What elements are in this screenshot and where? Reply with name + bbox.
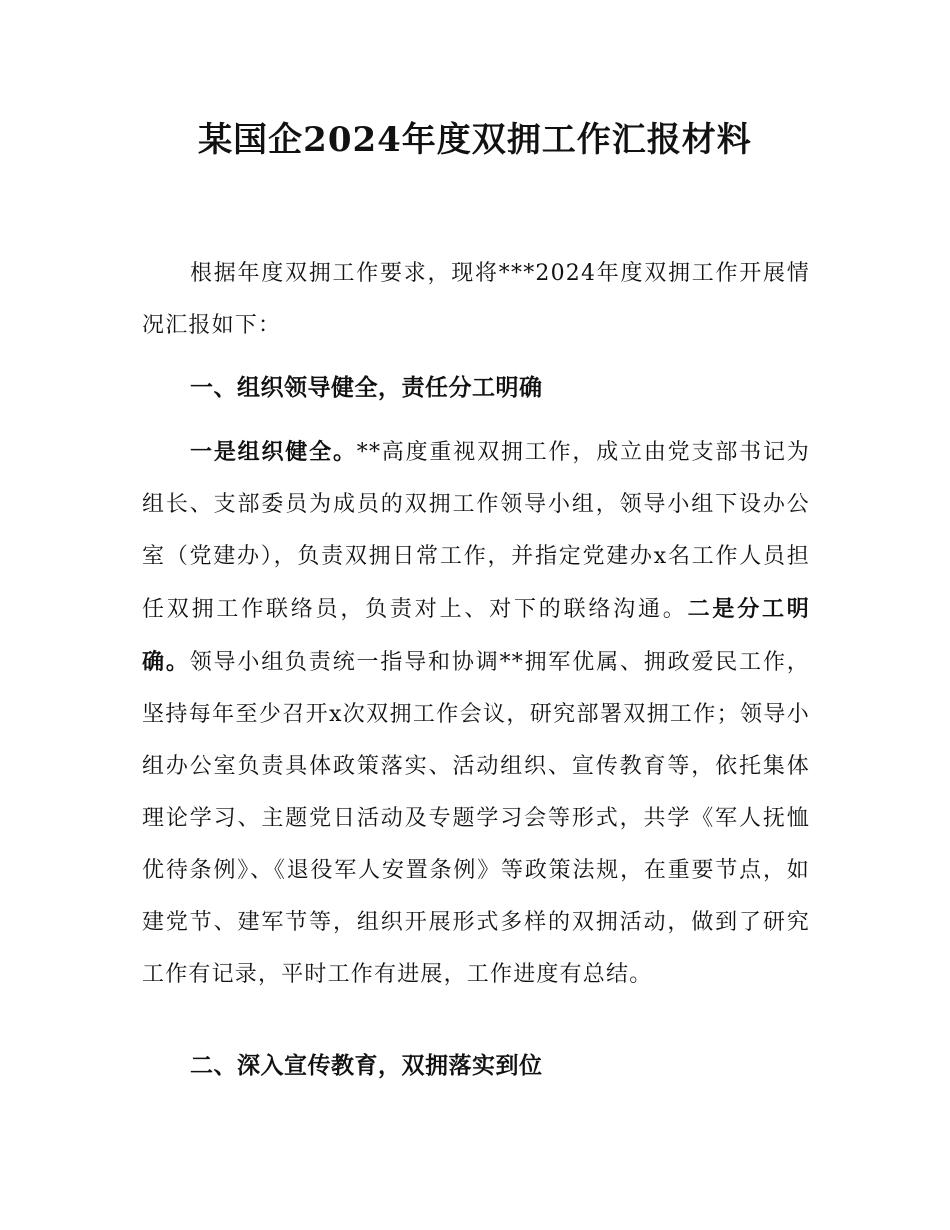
section1-paragraph bbox=[142, 426, 810, 1001]
section1-lead2: 二是分工明确。 bbox=[142, 596, 810, 675]
section1-text1: **高度重视双拥工作，成立由党支部书记为组长、支部委员为成员的双拥工作领导小组，领导小组下设办公室（党建办），负责双拥日常工作，并指定党建办x名工作人员担任双拥工作联络员，负责对上、对下的联络沟通。 bbox=[142, 440, 810, 622]
intro-paragraph: 根据年度双拥工作要求，现将***2024年度双拥工作开展情况汇报如下： bbox=[142, 261, 810, 338]
section2-heading: 二、深入宣传教育，双拥落实到位 bbox=[190, 1052, 543, 1079]
document-title: 某国企2024年度双拥工作汇报材料 bbox=[198, 120, 752, 160]
section1-lead1: 一是组织健全。 bbox=[190, 439, 357, 465]
section1-heading: 一、组织领导健全，责任分工明确 bbox=[190, 374, 543, 401]
section1-text2: 领导小组负责统一指导和协调**拥军优属、拥政爱民工作，坚持每年至少召开x次双拥工作会议，研究部署双拥工作；领导小组办公室负责具体政策落实、活动组织、宣传教育等，依托集体理论学习、主题党日活动及专题学习会等形式，共学《军人抚恤优待条例》、《退役军人安置条例》等政策法规，在重要节点，如建党节、建军节等，组织开展形式多样的双拥活动，做到了研究工作有记录，平时工作有进展，工作进度有总结。 bbox=[142, 650, 811, 987]
